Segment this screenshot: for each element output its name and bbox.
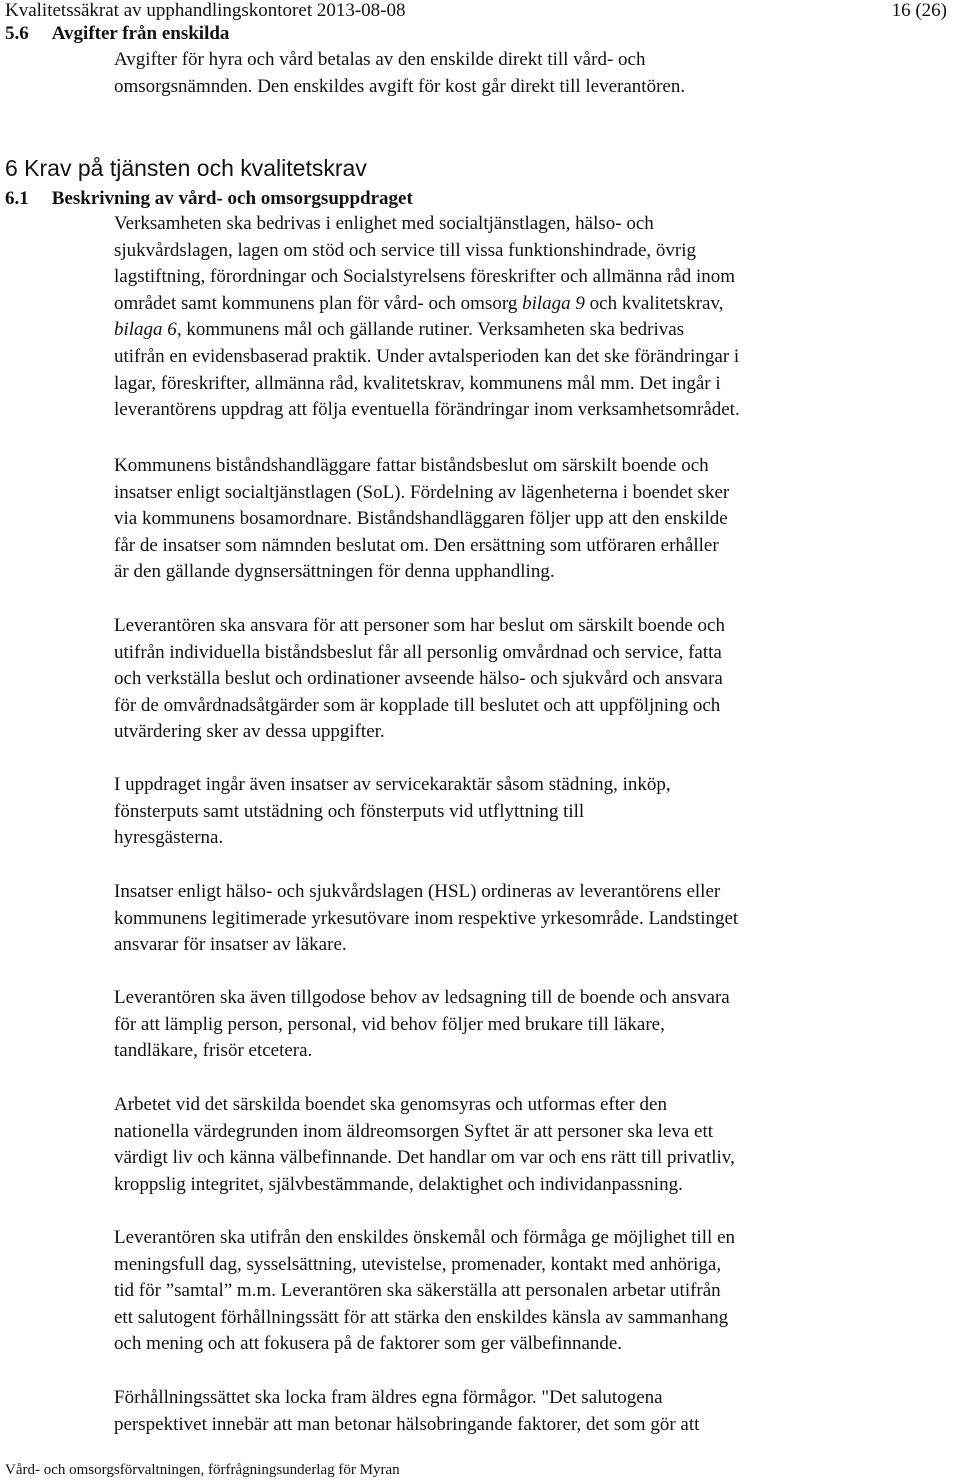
text-line: för att lämplig person, personal, vid behov följer med brukare till läkare,	[114, 1013, 665, 1035]
text-segment: , kommunens mål och gällande rutiner. Verksamheten ska bedrivas	[176, 319, 685, 341]
paragraph-4	[114, 772, 914, 852]
paragraph-6	[114, 985, 914, 1065]
text-line: tid för ”samtal” m.m. Leverantören ska säkerställa att personalen arbetar utifrån	[114, 1280, 721, 1302]
section-5-6-body	[114, 47, 914, 100]
paragraph-9	[114, 1385, 914, 1438]
text-line: Verksamheten ska bedrivas i enlighet med socialtjänstlagen, hälso- och	[114, 213, 654, 234]
text-line: fönsterputs samt utstädning och fönsterputs vid utflyttning till	[114, 800, 585, 822]
text-line: omsorgsnämnden. Den enskildes avgift för kost går direkt till leverantören.	[114, 75, 686, 97]
text-line: ett salutogent förhållningssätt för att stärka den enskildes känsla av sammanhang	[114, 1306, 729, 1328]
text-line: insatser enligt socialtjänstlagen (SoL). Fördelning av lägenheterna i boendet sker	[114, 481, 730, 503]
text-line: leverantörens uppdrag att följa eventuella förändringar inom verksamhetsområdet.	[114, 399, 740, 421]
section-number: 5.6	[5, 23, 29, 44]
section-5-6-heading	[5, 23, 229, 45]
paragraph-8	[114, 1225, 914, 1358]
text-line	[114, 317, 914, 344]
paragraph-3	[114, 613, 914, 746]
text-segment: området samt kommunens plan för vård- och omsorg	[114, 292, 523, 314]
section-number: 6.1	[5, 188, 29, 209]
text-line: meningsfull dag, sysselsättning, utevistelse, promenader, kontakt med anhöriga,	[114, 1253, 722, 1275]
text-line: kroppslig integritet, självbestämmande, delaktighet och individanpassning.	[114, 1173, 683, 1195]
section-6-1-heading	[5, 188, 413, 210]
text-line: Avgifter för hyra och vård betalas av den enskilde direkt till vård- och	[114, 49, 646, 70]
text-line: Leverantören ska utifrån den enskildes önskemål och förmåga ge möjlighet till en	[114, 1227, 735, 1248]
text-line: Leverantören ska ansvara för att personer som har beslut om särskilt boende och	[114, 615, 725, 636]
text-line: utvärdering sker av dessa uppgifter.	[114, 721, 385, 743]
text-line: utifrån en evidensbaserad praktik. Under avtalsperioden kan det ske förändringar i	[114, 345, 740, 367]
text-line: utifrån individuella biståndsbeslut får all personlig omvårdnad och service, fatta	[114, 641, 722, 663]
text-line: Förhållningssättet ska locka fram äldres egna förmågor. "Det salutogena	[114, 1387, 663, 1408]
text-line: lagstiftning, förordningar och Socialstyrelsens föreskrifter och allmänna råd inom	[114, 266, 736, 288]
page-number: 16 (26)	[891, 0, 947, 21]
text-line: via kommunens bosamordnare. Biståndshandläggaren följer upp att den enskilde	[114, 508, 728, 530]
text-line: lagar, föreskrifter, allmänna råd, kvalitetskrav, kommunens mål mm. Det ingår i	[114, 372, 721, 394]
text-line: Leverantören ska även tillgodose behov av ledsagning till de boende och ansvara	[114, 987, 730, 1008]
text-line: nationella värdegrunden inom äldreomsorgen Syftet är att personer ska leva ett	[114, 1120, 714, 1142]
text-line: hyresgästerna.	[114, 827, 224, 849]
text-line	[114, 291, 914, 318]
text-line: Arbetet vid det särskilda boendet ska genomsyras och utformas efter den	[114, 1094, 667, 1115]
paragraph-5	[114, 879, 914, 959]
text-line: I uppdraget ingår även insatser av servicekaraktär såsom städning, inköp,	[114, 774, 671, 795]
text-line: Kommunens biståndshandläggare fattar biståndsbeslut om särskilt boende och	[114, 455, 709, 476]
text-line: perspektivet innebär att man betonar hälsobringande faktorer, det som gör att	[114, 1413, 700, 1435]
paragraph-2	[114, 453, 914, 586]
text-line: tandläkare, frisör etcetera.	[114, 1040, 313, 1062]
paragraph-7	[114, 1092, 914, 1198]
paragraph-1	[114, 211, 914, 424]
text-segment: och kvalitetskrav,	[584, 292, 724, 314]
text-line: sjukvårdslagen, lagen om stöd och service till vissa funktionshindrade, övrig	[114, 239, 697, 261]
text-line: Insatser enligt hälso- och sjukvårdslagen (HSL) ordineras av leverantörens eller	[114, 881, 721, 902]
text-line: får de insatser som nämnden beslutat om. Den ersättning som utföraren erhåller	[114, 534, 719, 556]
chapter-heading: 6 Krav på tjänsten och kvalitetskrav	[5, 155, 367, 181]
text-line: för de omvårdnadsåtgärder som är kopplade till beslutet och att uppföljning och	[114, 694, 721, 716]
section-title: Beskrivning av vård- och omsorgsuppdraget	[51, 188, 413, 209]
attachment-ref-bilaga-9: bilaga 9	[522, 292, 585, 314]
text-line: och verkställa beslut och ordinationer avseende hälso- och sjukvård och ansvara	[114, 668, 723, 690]
page-header-left: Kvalitetssäkrat av upphandlingskontoret 2013-08-08	[5, 0, 406, 21]
page-footer: Vård- och omsorgsförvaltningen, förfrågningsunderlag för Myran	[5, 1462, 400, 1478]
attachment-ref-bilaga-6: bilaga 6	[114, 319, 177, 341]
text-line: är den gällande dygnsersättningen för denna upphandling.	[114, 561, 555, 583]
text-line: och mening och att fokusera på de faktorer som ger välbefinnande.	[114, 1333, 623, 1355]
text-line: värdigt liv och känna välbefinnande. Det handlar om var och ens rätt till privatliv,	[114, 1147, 735, 1169]
text-line: kommunens legitimerade yrkesutövare inom respektive yrkesområde. Landstinget	[114, 907, 739, 929]
section-title: Avgifter från enskilda	[51, 23, 230, 44]
text-line: ansvarar för insatser av läkare.	[114, 934, 347, 956]
